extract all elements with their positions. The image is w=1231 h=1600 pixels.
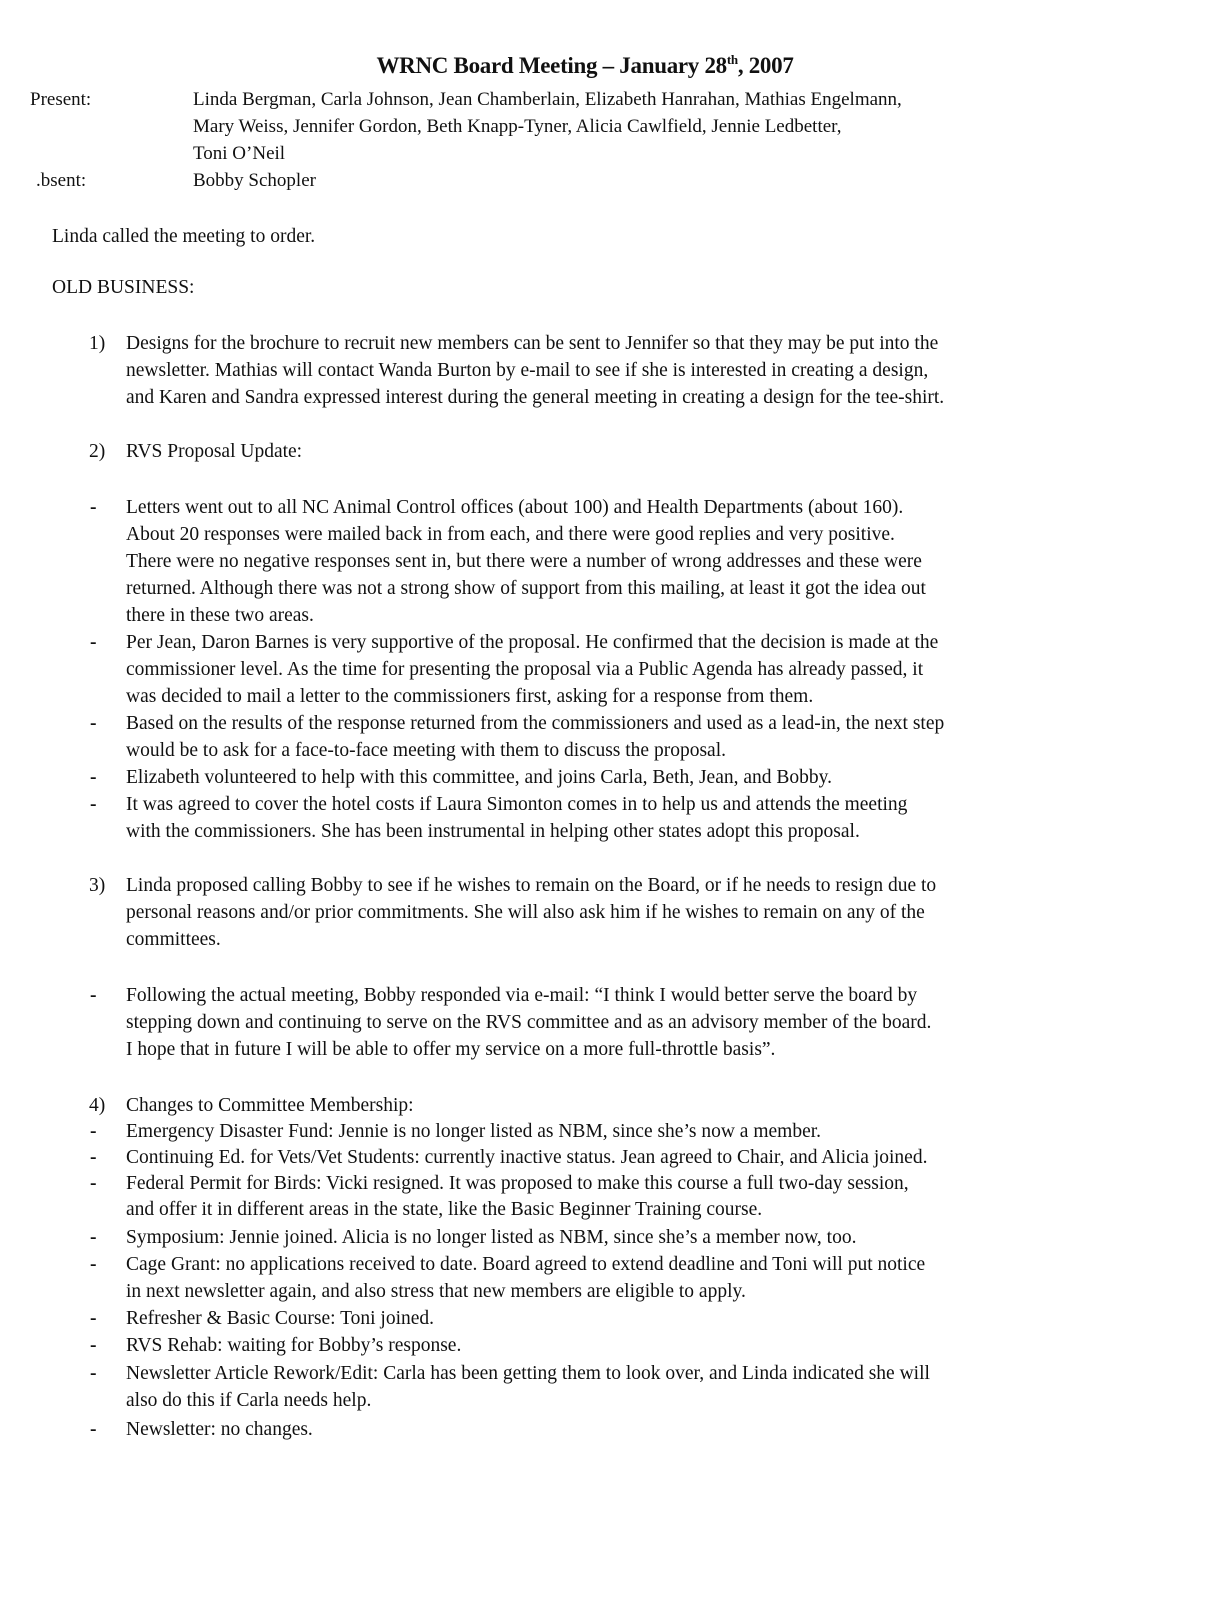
item-number: 1): [89, 333, 106, 354]
bullet-dash: -: [90, 1173, 97, 1194]
item-line: newsletter. Mathias will contact Wanda Burton by e-mail to see if she is interested in creating a design,: [126, 360, 929, 381]
present-line: Mary Weiss, Jennifer Gordon, Beth Knapp-Tyner, Alicia Cawlfield, Jennie Ledbetter,: [193, 116, 842, 137]
item-line: Designs for the brochure to recruit new members can be sent to Jennifer so that they may be put into the: [126, 333, 939, 354]
bullet-line: Emergency Disaster Fund: Jennie is no longer listed as NBM, since she’s now a member.: [126, 1121, 822, 1142]
old-business-heading: OLD BUSINESS:: [52, 277, 195, 298]
bullet-dash: -: [90, 713, 97, 734]
bullet-dash: -: [90, 1308, 97, 1329]
bullet-line: Federal Permit for Birds: Vicki resigned. It was proposed to make this course a full two-day session,: [126, 1173, 909, 1194]
bullet-dash: -: [90, 1335, 97, 1356]
bullet-dash: -: [90, 1147, 97, 1168]
title-year: , 2007: [737, 53, 794, 78]
bullet-line: Elizabeth volunteered to help with this committee, and joins Carla, Beth, Jean, and Bobby.: [126, 767, 832, 788]
bullet-line: RVS Rehab: waiting for Bobby’s response.: [126, 1335, 462, 1356]
present-line: Linda Bergman, Carla Johnson, Jean Chamberlain, Elizabeth Hanrahan, Mathias Engelmann,: [193, 89, 902, 110]
bullet-line: Letters went out to all NC Animal Control offices (about 100) and Health Departments (about 160).: [126, 497, 904, 518]
bullet-dash: -: [90, 632, 97, 653]
item-number: 4): [89, 1095, 106, 1116]
bullet-dash: -: [90, 1227, 97, 1248]
bullet-dash: -: [90, 1363, 97, 1384]
bullet-line: Symposium: Jennie joined. Alicia is no longer listed as NBM, since she’s a member now, too.: [126, 1227, 857, 1248]
call-to-order: Linda called the meeting to order.: [52, 226, 316, 247]
bullet-line: was decided to mail a letter to the commissioners first, asking for a response from them.: [126, 686, 814, 707]
bullet-line: commissioner level. As the time for presenting the proposal via a Public Agenda has already passed, it: [126, 659, 924, 680]
bullet-line: Newsletter Article Rework/Edit: Carla has been getting them to look over, and Linda indicated she will: [126, 1363, 930, 1384]
followup-line: Following the actual meeting, Bobby responded via e-mail: “I think I would better serve the board by: [126, 985, 918, 1006]
followup-line: stepping down and continuing to serve on the RVS committee and as an advisory member of the board.: [126, 1012, 932, 1033]
bullet-line: Cage Grant: no applications received to date. Board agreed to extend deadline and Toni will put notice: [126, 1254, 926, 1275]
title-text: WRNC Board Meeting – January 28: [376, 53, 727, 78]
item-line: and Karen and Sandra expressed interest during the general meeting in creating a design for the tee-shirt.: [126, 387, 945, 408]
title-superscript: th: [726, 52, 738, 67]
bullet-dash: -: [90, 1419, 97, 1440]
bullet-line: Per Jean, Daron Barnes is very supportive of the proposal. He confirmed that the decision is made at the: [126, 632, 939, 653]
bullet-line: Refresher & Basic Course: Toni joined.: [126, 1308, 435, 1329]
bullet-line: There were no negative responses sent in, but there were a number of wrong addresses and these were: [126, 551, 922, 572]
document-title: [0, 52, 1170, 79]
item-line: committees.: [126, 929, 221, 950]
bullet-line: also do this if Carla needs help.: [126, 1390, 372, 1411]
bullet-line: there in these two areas.: [126, 605, 314, 626]
bullet-dash: -: [90, 985, 97, 1006]
absent-label: .bsent:: [36, 170, 87, 191]
bullet-line: Based on the results of the response returned from the commissioners and used as a lead-in, the next step: [126, 713, 945, 734]
bullet-line: Newsletter: no changes.: [126, 1419, 313, 1440]
bullet-dash: -: [90, 794, 97, 815]
item-heading: RVS Proposal Update:: [126, 441, 303, 462]
bullet-line: would be to ask for a face-to-face meeting with them to discuss the proposal.: [126, 740, 726, 761]
present-names: [193, 86, 1173, 167]
present-line: Toni O’Neil: [193, 143, 286, 164]
present-label: Present:: [30, 89, 92, 110]
bullet-line: and offer it in different areas in the state, like the Basic Beginner Training course.: [126, 1199, 763, 1220]
bullet-line: About 20 responses were mailed back in from each, and there were good replies and very positive.: [126, 524, 895, 545]
followup-line: I hope that in future I will be able to offer my service on a more full-throttle basis”.: [126, 1039, 776, 1060]
bullet-dash: -: [90, 767, 97, 788]
bullet-line: returned. Although there was not a strong show of support from this mailing, at least it got the idea out: [126, 578, 926, 599]
item-line: personal reasons and/or prior commitments. She will also ask him if he wishes to remain on any of the: [126, 902, 925, 923]
bullet-line: with the commissioners. She has been instrumental in helping other states adopt this proposal.: [126, 821, 860, 842]
bullet-line: Continuing Ed. for Vets/Vet Students: currently inactive status. Jean agreed to Chair, and Alicia joined.: [126, 1147, 928, 1168]
item-heading: Changes to Committee Membership:: [126, 1095, 414, 1116]
item-number: 3): [89, 875, 106, 896]
bullet-dash: -: [90, 1121, 97, 1142]
item-line: Linda proposed calling Bobby to see if he wishes to remain on the Board, or if he needs to resign due to: [126, 875, 937, 896]
bullet-line: in next newsletter again, and also stress that new members are eligible to apply.: [126, 1281, 746, 1302]
absent-names: Bobby Schopler: [193, 170, 316, 191]
bullet-dash: -: [90, 1254, 97, 1275]
item-number: 2): [89, 441, 106, 462]
bullet-dash: -: [90, 497, 97, 518]
bullet-line: It was agreed to cover the hotel costs if Laura Simonton comes in to help us and attends the meeting: [126, 794, 908, 815]
